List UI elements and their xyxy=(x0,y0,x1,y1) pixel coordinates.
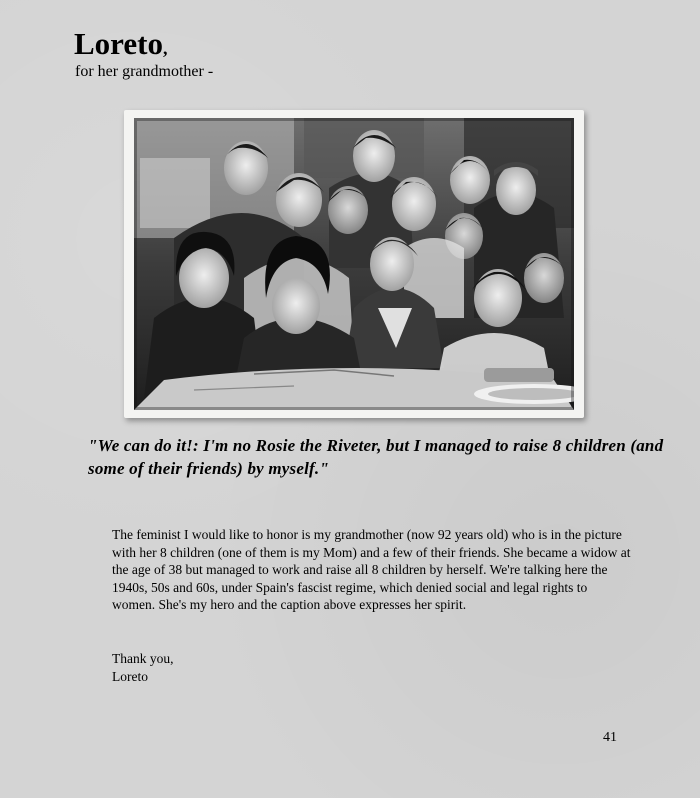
signoff-closing: Thank you, xyxy=(112,651,174,666)
author-heading xyxy=(74,26,167,66)
body-text xyxy=(112,526,632,614)
signoff xyxy=(112,650,174,685)
author-comma: , xyxy=(162,38,168,58)
author-name: Loreto xyxy=(74,26,163,61)
photo-caption: "We can do it!: I'm no Rosie the Riveter, but I managed to raise 8 children (and some of their friends) by myself." xyxy=(88,436,664,478)
family-photo xyxy=(134,118,574,410)
page-number: 41 xyxy=(603,730,617,745)
body-paragraph: The feminist I would like to honor is my grandmother (now 92 years old) who is in the picture with her 8 children (one of them is my Mom) and a few of their friends. She became a widow at the age of 38 but managed to work and raise all 8 children by herself. We're talking here the 1940s, 50s and 60s, under Spain's fascist regime, which denied social and legal rights to women. She's my hero and the caption above expresses her spirit. xyxy=(112,527,631,612)
photo-frame xyxy=(124,110,584,418)
dedication-line: for her grandmother - xyxy=(75,63,214,80)
family-group-photo-icon xyxy=(134,118,574,410)
signoff-name: Loreto xyxy=(112,668,148,684)
